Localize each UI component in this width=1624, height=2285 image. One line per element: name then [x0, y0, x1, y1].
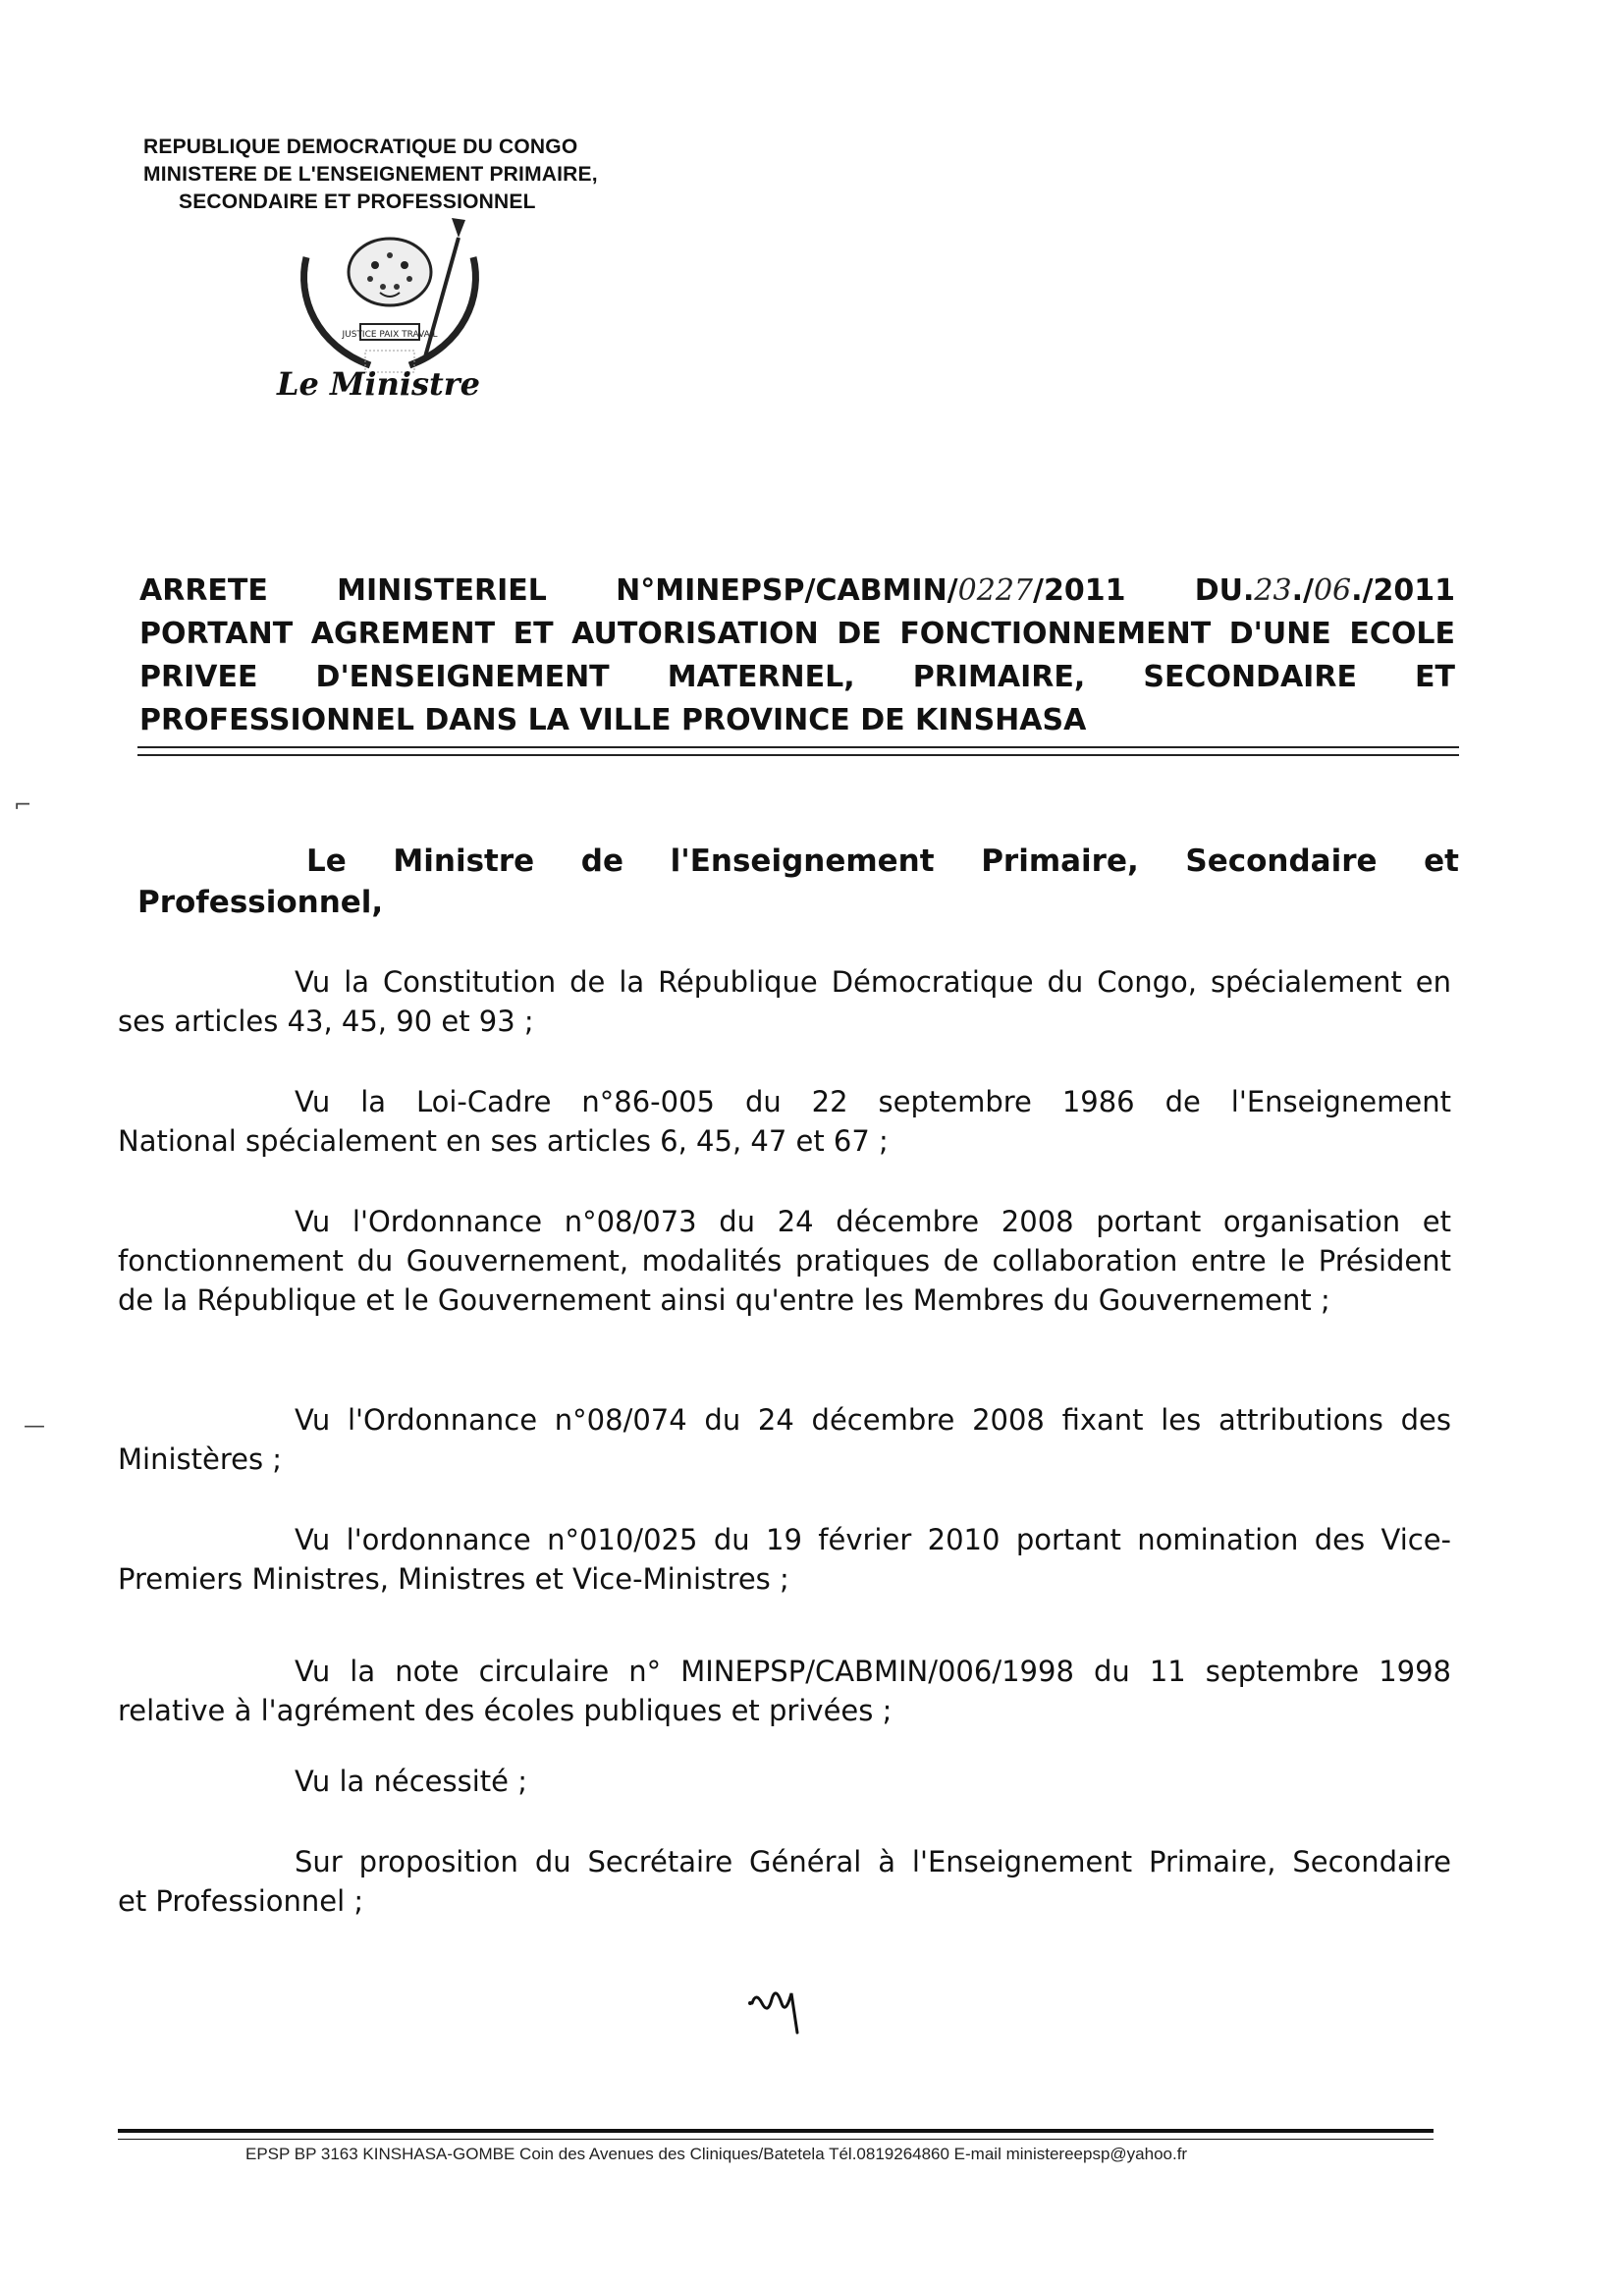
enacting-authority: Le Ministre de l'Enseignement Primaire, Secondaire et Professionnel, — [137, 843, 1459, 920]
recital-constitution: Vu la Constitution de la République Démocratique du Congo, spécialement en ses articles 43, 45, 90 et 93 ; — [118, 965, 1451, 1038]
decree-subject-line-2: PRIVEE D'ENSEIGNEMENT MATERNEL, PRIMAIRE, SECONDAIRE ET — [139, 660, 1455, 694]
decree-title — [139, 570, 1455, 742]
recital-necessity: Vu la nécessité ; — [295, 1765, 527, 1798]
emblem-motto: JUSTICE PAIX TRAVAIL — [342, 330, 438, 340]
recital-ordonnance-074: Vu l'Ordonnance n°08/074 du 24 décembre 2008 fixant les attributions des Ministères ; — [118, 1403, 1451, 1476]
recital-loi-cadre: Vu la Loi-Cadre n°86-005 du 22 septembre 1986 de l'Enseignement National spécialement en ses articles 6, 45, 47 et 67 ; — [118, 1085, 1451, 1158]
recital-ordonnance-073: Vu l'Ordonnance n°08/073 du 24 décembre 2008 portant organisation et fonctionnement du Gouvernement, modalités pratiques de collaboration entre le Président de la République et le Gouvernement ainsi qu'entre les Membres du Gouvernement ; — [118, 1205, 1451, 1317]
recital-ordonnance-025: Vu l'ordonnance n°010/025 du 19 février 2010 portant nomination des Vice- Premiers Ministres, Ministres et Vice-Ministres ; — [118, 1523, 1451, 1596]
decree-subject-line-1: PORTANT AGREMENT ET AUTORISATION DE FONCTIONNEMENT D'UNE ECOLE — [139, 617, 1455, 651]
recital-proposition: Sur proposition du Secrétaire Général à l'Enseignement Primaire, Secondaire et Professionnel ; — [118, 1845, 1451, 1918]
decree-month: 06 — [1313, 573, 1352, 608]
footer-contact: EPSP BP 3163 KINSHASA-GOMBE Coin des Avenues des Cliniques/Batetela Tél.0819264860 E-mail ministereepsp@yahoo.fr — [245, 2145, 1188, 2163]
decree-subject-line-3: PROFESSIONNEL DANS LA VILLE PROVINCE DE KINSHASA — [139, 703, 1087, 737]
signatory-title: Le Ministre — [277, 365, 481, 403]
title-underline — [137, 746, 1459, 756]
decree-reference-line: ARRETE MINISTERIEL N°MINEPSP/CABMIN/0227/2011 DU.23./06./2011 — [139, 573, 1456, 608]
decree-day: 23 — [1254, 573, 1292, 608]
header-country: REPUBLIQUE DEMOCRATIQUE DU CONGO — [143, 136, 578, 158]
margin-mark: — — [24, 1414, 45, 1439]
recital-note-circulaire: Vu la note circulaire n° MINEPSP/CABMIN/006/1998 du 11 septembre 1998 relative à l'agrément des écoles publiques et privées ; — [118, 1655, 1451, 1727]
decree-number: 0227 — [957, 573, 1033, 608]
margin-mark: ⌐ — [14, 793, 32, 818]
header-ministry-cont: SECONDAIRE ET PROFESSIONNEL — [179, 190, 536, 213]
footer-rule — [118, 2129, 1434, 2140]
coat-of-arms-emblem — [277, 218, 503, 385]
header-ministry: MINISTERE DE L'ENSEIGNEMENT PRIMAIRE, — [143, 163, 598, 186]
initials-signature — [746, 1974, 825, 2062]
